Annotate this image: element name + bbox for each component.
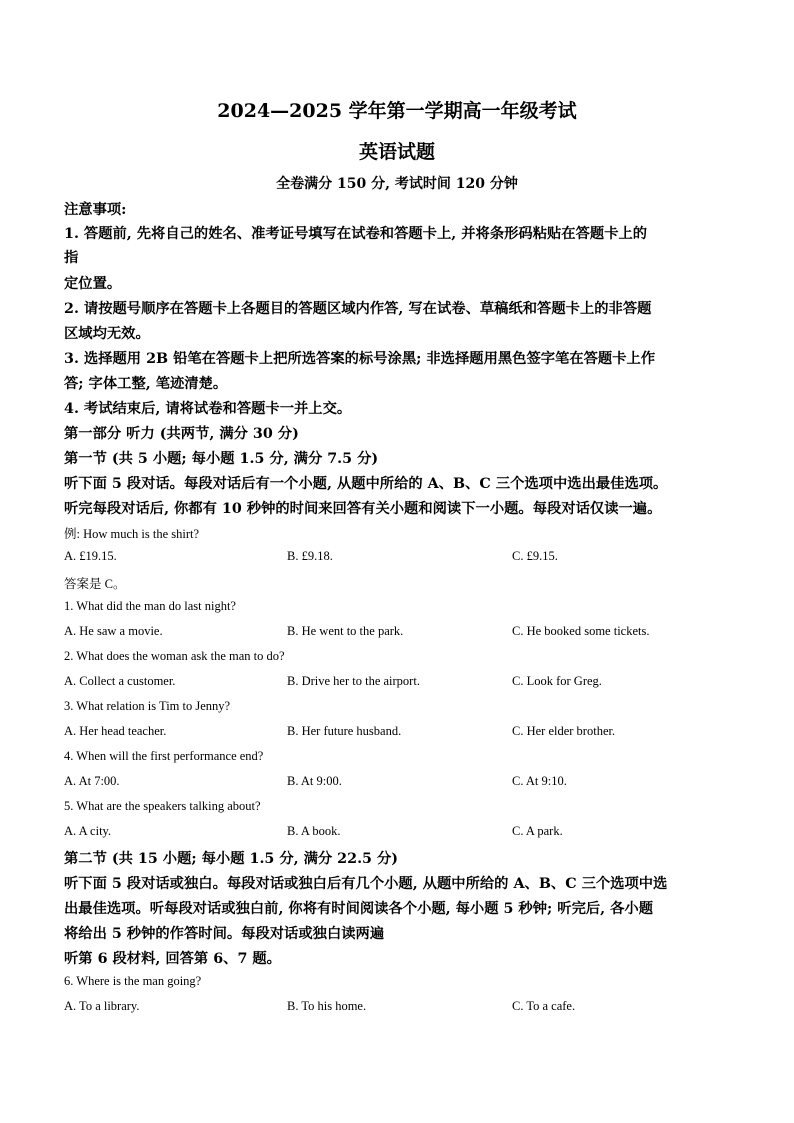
exam-info: 全卷满分 150 分, 考试时间 120 分钟 (276, 176, 518, 192)
option-b: B. He went to the park. (287, 624, 404, 638)
notice-line: 1. 答题前, 先将自己的姓名、准考证号填写在试卷和答题卡上, 并将条形码粘贴在答题卡上的 (64, 226, 648, 242)
notice-line: 3. 选择题用 2B 铅笔在答题卡上把所选答案的标号涂黑; 非选择题用黑色签字笔在答题卡上作 (64, 351, 656, 367)
question: 3. What relation is Tim to Jenny? (64, 699, 231, 713)
option-a: A. At 7:00. (64, 774, 120, 788)
option-a: A. Collect a customer. (64, 674, 176, 688)
notice-line: 区域均无效。 (64, 326, 150, 342)
option-c: C. To a cafe. (512, 999, 576, 1013)
notice-line: 2. 请按题号顺序在答题卡上各题目的答题区域内作答, 写在试卷、草稿纸和答题卡上的非答题 (64, 301, 652, 317)
notice-line: 4. 考试结束后, 请将试卷和答题卡一并上交。 (64, 401, 352, 417)
question: 4. When will the first performance end? (64, 749, 264, 763)
option-a: A. He saw a movie. (64, 624, 163, 638)
question: 1. What did the man do last night? (64, 599, 236, 613)
example-option-a: A. £19.15. (64, 549, 117, 563)
option-a: A. To a library. (64, 999, 140, 1013)
section2-instruction: 将给出 5 秒钟的作答时间。每段对话或独白读两遍 (64, 926, 385, 942)
option-b: B. Drive her to the airport. (287, 674, 420, 688)
example-option-c: C. £9.15. (512, 549, 558, 563)
material-heading: 听第 6 段材料, 回答第 6、7 题。 (64, 951, 281, 967)
option-c: C. He booked some tickets. (512, 624, 650, 638)
example-option-b: B. £9.18. (287, 549, 333, 563)
section1-instruction: 听下面 5 段对话。每段对话后有一个小题, 从题中所给的 A、B、C 三个选项中选出最佳选项。 (64, 476, 668, 492)
option-a: A. A city. (64, 824, 112, 838)
example-question: 例: How much is the shirt? (64, 527, 200, 541)
option-b: B. Her future husband. (287, 724, 402, 738)
option-c: C. Look for Greg. (512, 674, 602, 688)
notice-heading: 注意事项: (64, 202, 127, 218)
section2-instruction: 出最佳选项。听每段对话或独白前, 你将有时间阅读各个小题, 每小题 5 秒钟; 听完后, 各小题 (64, 901, 654, 917)
exam-title: 2024—2025 学年第一学期高一年级考试 (217, 100, 577, 122)
option-b: B. To his home. (287, 999, 367, 1013)
part1-heading: 第一部分 听力 (共两节, 满分 30 分) (64, 426, 299, 442)
option-a: A. Her head teacher. (64, 724, 167, 738)
option-c: C. Her elder brother. (512, 724, 616, 738)
option-c: C. A park. (512, 824, 563, 838)
option-c: C. At 9:10. (512, 774, 567, 788)
subject-title: 英语试题 (358, 141, 435, 163)
notice-line: 指 (64, 250, 79, 266)
option-b: B. At 9:00. (287, 774, 342, 788)
section2-instruction: 听下面 5 段对话或独白。每段对话或独白后有几个小题, 从题中所给的 A、B、C 三个选项中选 (64, 876, 668, 892)
notice-line: 定位置。 (64, 276, 122, 292)
example-answer: 答案是 C。 (64, 577, 126, 591)
question: 5. What are the speakers talking about? (64, 799, 261, 813)
section1-heading: 第一节 (共 5 小题; 每小题 1.5 分, 满分 7.5 分) (64, 451, 379, 467)
option-b: B. A book. (287, 824, 341, 838)
section2-heading: 第二节 (共 15 小题; 每小题 1.5 分, 满分 22.5 分) (64, 851, 399, 867)
section1-instruction: 听完每段对话后, 你都有 10 秒钟的时间来回答有关小题和阅读下一小题。每段对话仅读一遍。 (64, 501, 662, 517)
question: 2. What does the woman ask the man to do? (64, 649, 285, 663)
question: 6. Where is the man going? (64, 974, 202, 988)
notice-line: 答; 字体工整, 笔迹清楚。 (64, 376, 228, 392)
